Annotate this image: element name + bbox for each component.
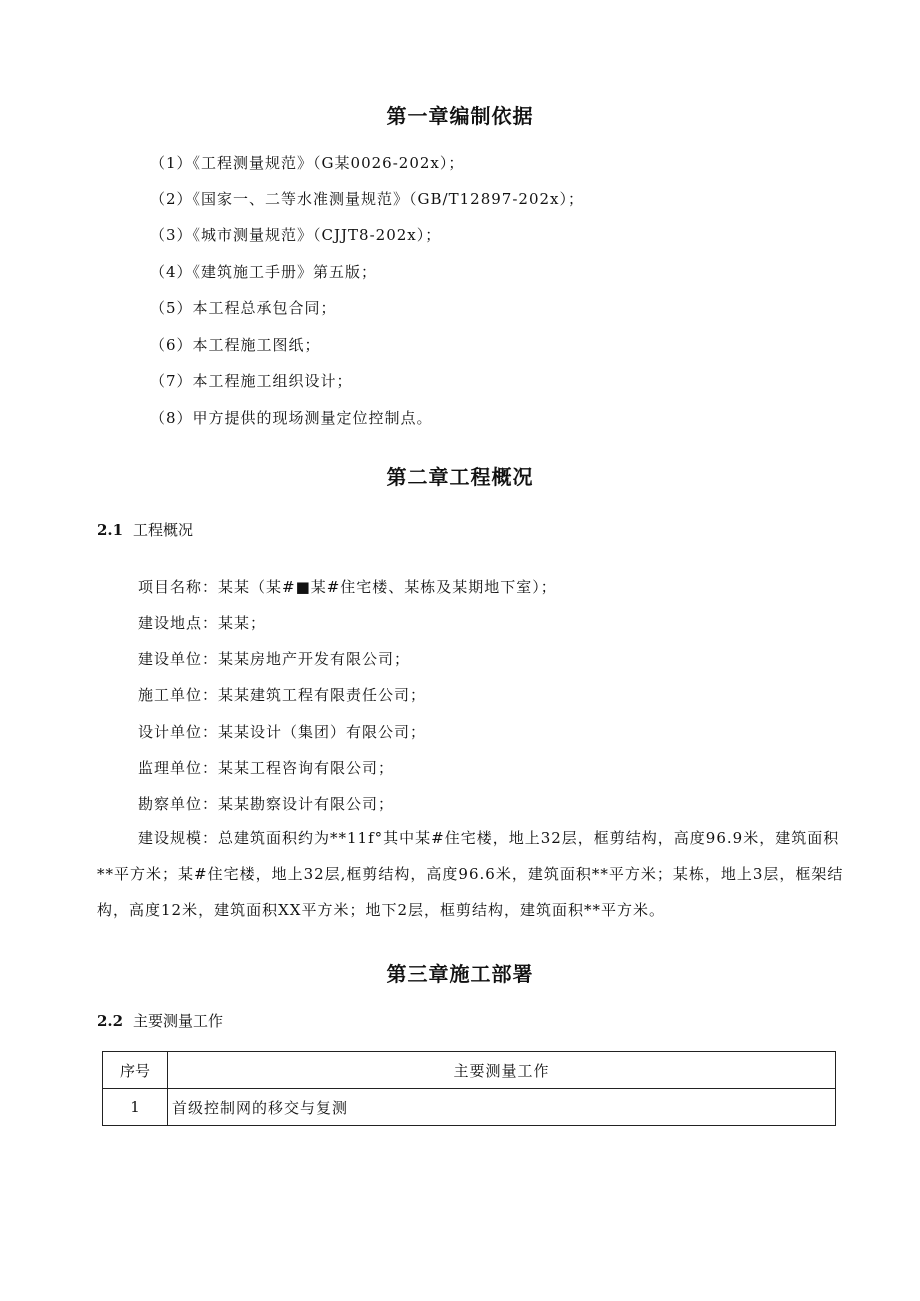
chapter-2-title: 第二章工程概况 <box>386 465 534 489</box>
reference-item-6: （6）本工程施工图纸； <box>150 336 321 354</box>
contractor: 施工单位：某某建筑工程有限责任公司； <box>138 686 427 704</box>
chapter-3-title: 第三章施工部署 <box>386 962 534 986</box>
section-number: 2.1 <box>97 521 124 539</box>
construction-site: 建设地点：某某； <box>138 614 267 632</box>
section-number: 2.2 <box>97 1012 124 1030</box>
header-work: 主要测量工作 <box>168 1052 836 1089</box>
reference-item-4: （4）《建筑施工手册》第五版； <box>150 263 378 281</box>
row-index: 1 <box>103 1089 168 1126</box>
reference-item-8: （8）甲方提供的现场测量定位控制点。 <box>150 409 433 427</box>
surveyor: 勘察单位：某某勘察设计有限公司； <box>138 795 395 813</box>
reference-item-2: （2）《国家一、二等水准测量规范》（GB/T12897-202x）； <box>150 190 584 208</box>
reference-item-1: （1）《工程测量规范》（G某0026-202x）； <box>150 154 465 172</box>
row-work: 首级控制网的移交与复测 <box>168 1089 836 1126</box>
table-row <box>103 1089 836 1126</box>
chapter-1-title: 第一章编制依据 <box>386 104 534 128</box>
designer: 设计单位：某某设计（集团）有限公司； <box>138 723 427 741</box>
project-name: 项目名称：某某（某#■某#住宅楼、某栋及某期地下室）； <box>138 578 557 596</box>
section-2-1-heading <box>97 519 193 540</box>
section-2-2-heading <box>97 1010 223 1031</box>
developer: 建设单位：某某房地产开发有限公司； <box>138 650 411 668</box>
section-title: 工程概况 <box>133 521 194 539</box>
header-index: 序号 <box>103 1052 168 1089</box>
construction-scale-paragraph: 建设规模：总建筑面积约为**11f°其中某#住宅楼，地上32层，框剪结构，高度96.9米，建筑面积**平方米；某#住宅楼，地上32层,框剪结构，高度96.6米，建筑面积**平方米；某栋，地上3层，框架结构，高度12米，建筑面积XX平方米；地下2层，框剪结构，建筑面积**平方米。 <box>97 829 844 919</box>
section-title: 主要测量工作 <box>133 1012 224 1030</box>
reference-item-3: （3）《城市测量规范》（CJJT8-202x）； <box>150 226 442 244</box>
reference-item-7: （7）本工程施工组织设计； <box>150 372 353 390</box>
survey-work-table <box>102 1051 836 1126</box>
table-header-row <box>103 1052 836 1089</box>
supervisor: 监理单位：某某工程咨询有限公司； <box>138 759 395 777</box>
reference-item-5: （5）本工程总承包合同； <box>150 299 337 317</box>
